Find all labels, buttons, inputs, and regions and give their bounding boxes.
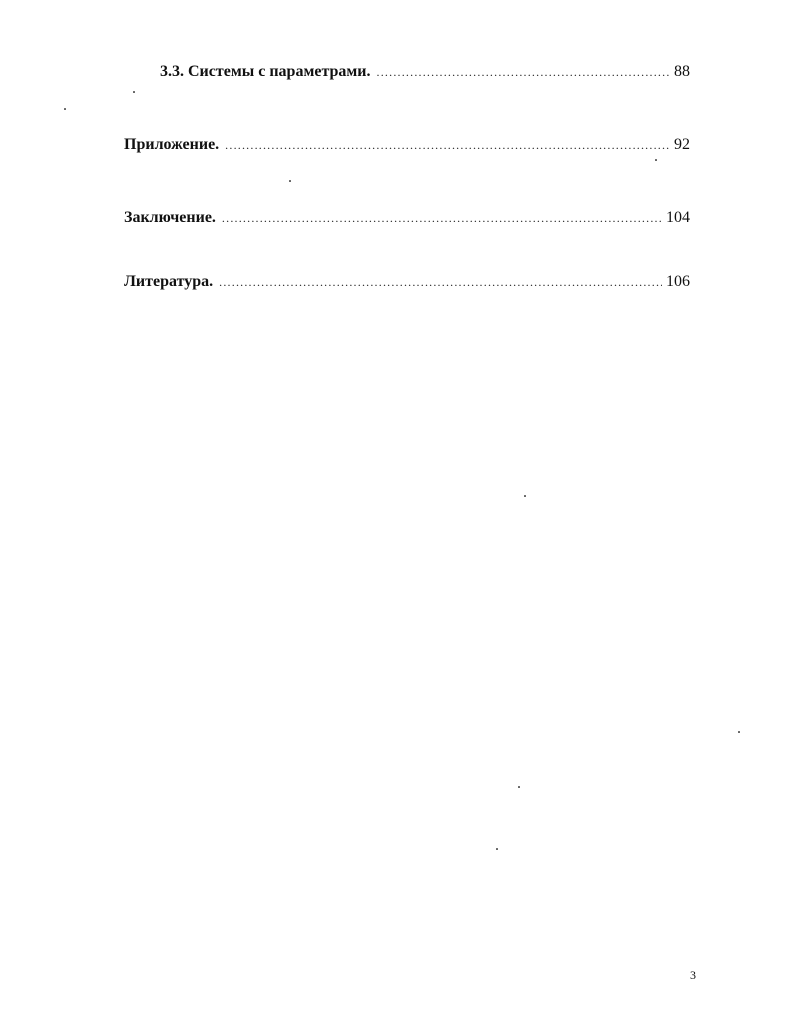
toc-entry-literature (124, 272, 690, 292)
toc-entry-page: 92 (674, 136, 690, 153)
toc-entry-page: 104 (666, 209, 690, 226)
toc-entry-appendix (124, 135, 690, 155)
toc-entry-title: Литература. (124, 273, 214, 290)
toc-dot-leader (222, 208, 662, 228)
scan-speck (738, 731, 740, 733)
scan-speck (496, 848, 498, 850)
toc-dot-leader (219, 272, 662, 292)
scan-speck (289, 180, 291, 182)
scan-speck (64, 108, 66, 110)
toc-dot-leader (377, 62, 670, 82)
page-number: 3 (690, 968, 696, 982)
toc-entry-systems-with-parameters (160, 62, 690, 82)
toc-entry-page: 106 (666, 273, 690, 290)
scan-speck (518, 786, 520, 788)
toc-entry-conclusion (124, 208, 690, 228)
toc-entry-page: 88 (674, 63, 690, 80)
toc-entry-title: Приложение. (124, 136, 220, 153)
toc-entry-title: 3.3. Системы с параметрами. (160, 63, 371, 80)
scan-speck (655, 159, 657, 161)
scan-speck (524, 495, 526, 497)
toc-entry-title: Заключение. (124, 209, 216, 226)
scan-speck (133, 91, 135, 93)
toc-dot-leader (225, 135, 670, 155)
